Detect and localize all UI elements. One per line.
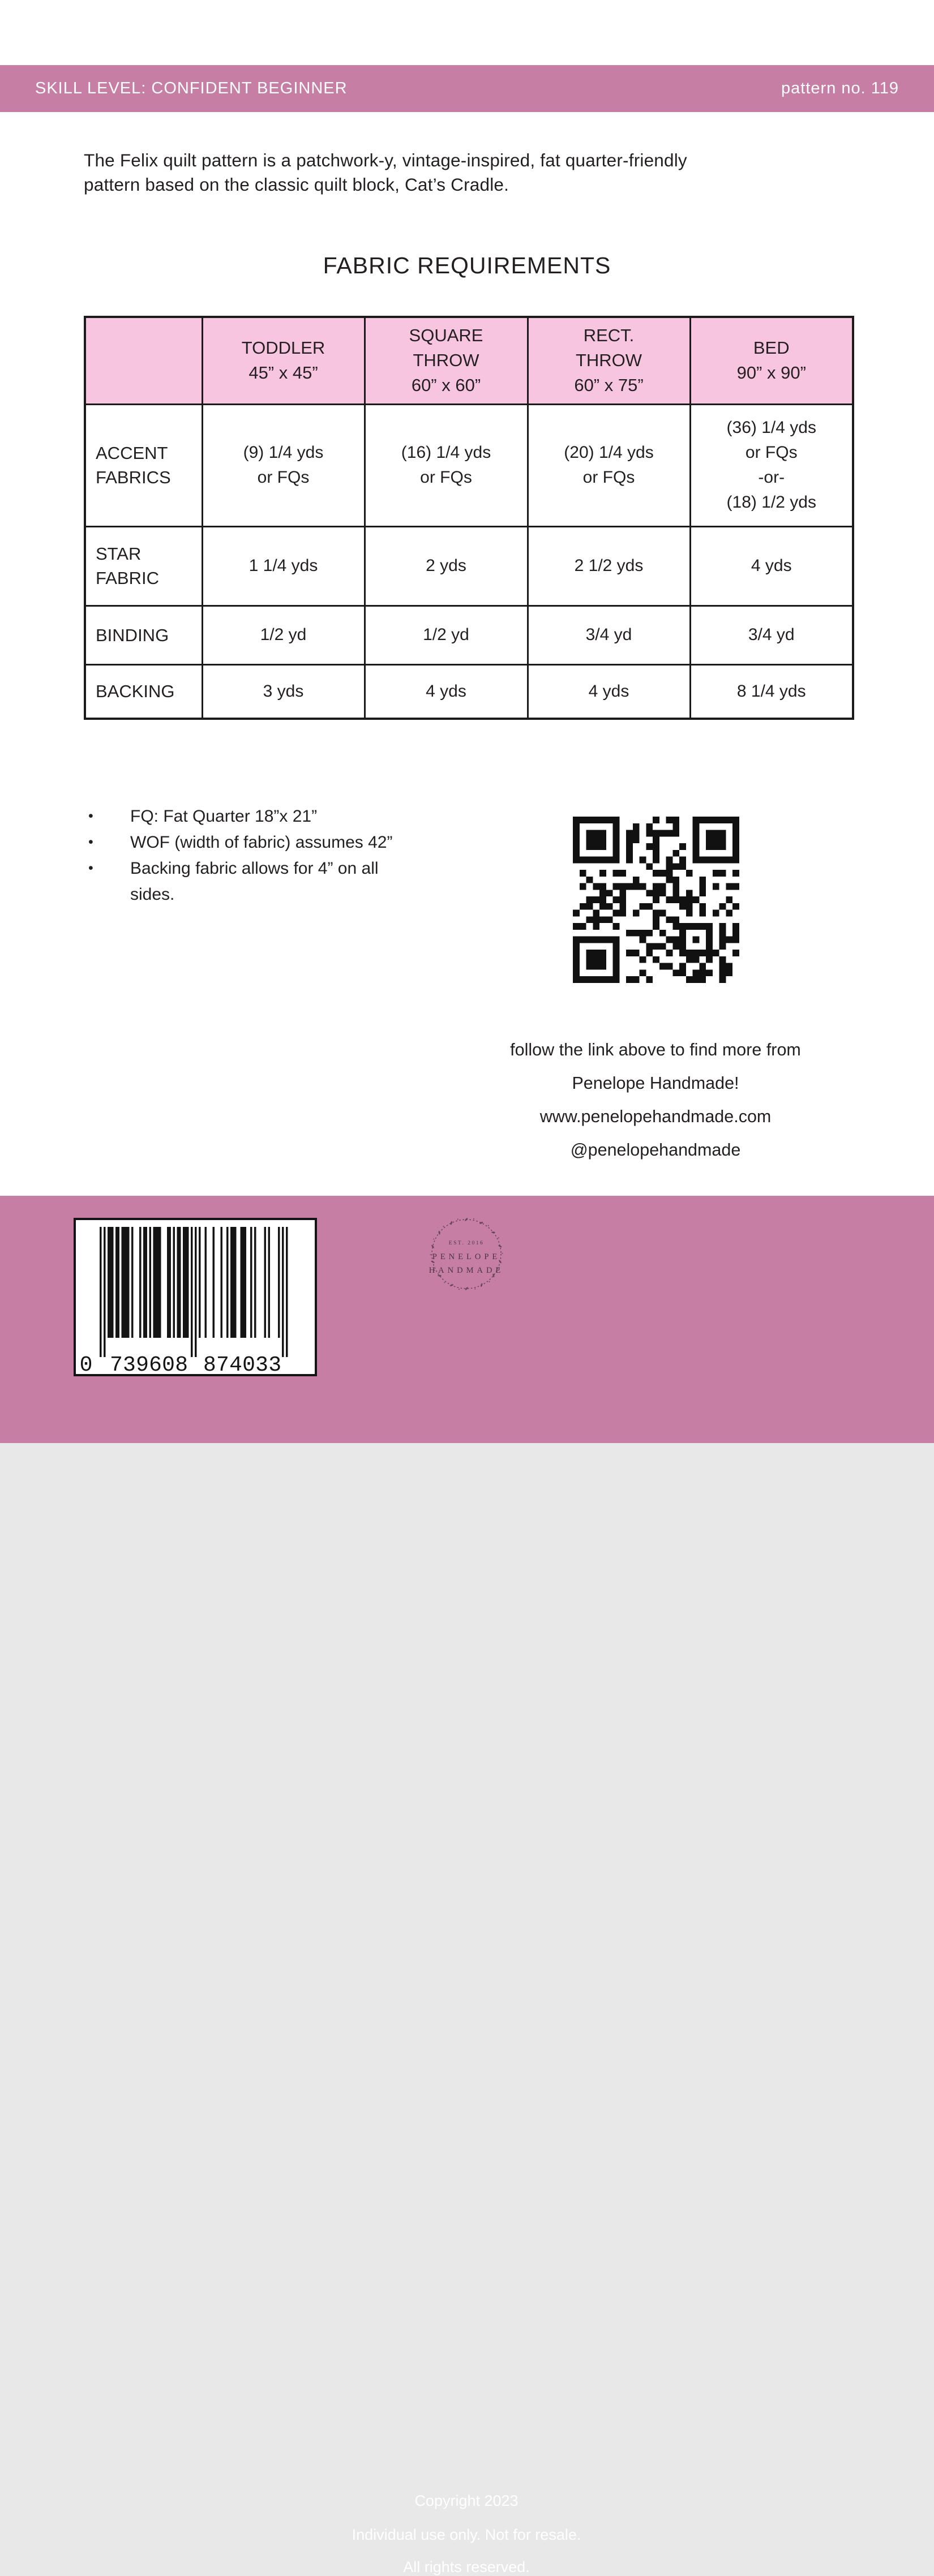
- column-header-line: BED: [753, 338, 790, 358]
- cell-line: 4 yds: [426, 681, 466, 701]
- cell-line: (9) 1/4 yds: [243, 443, 324, 462]
- column-header-line: RECT.: [583, 325, 635, 346]
- row-label-line: BINDING: [96, 625, 169, 645]
- cell-line: 1 1/4 yds: [249, 556, 318, 575]
- cell-line: 3 yds: [263, 681, 304, 701]
- cell-r0-c3: [690, 404, 853, 526]
- cell-r3-c0: [202, 664, 365, 719]
- cell-r1-c2: [528, 526, 690, 606]
- usage-line: Individual use only. Not for resale.: [352, 2526, 581, 2543]
- cell-line: or FQs: [420, 468, 472, 487]
- column-header-line: 45” x 45”: [249, 363, 318, 383]
- cell-line: (18) 1/2 yds: [726, 493, 816, 512]
- note-line: Backing fabric allows for 4” on all: [130, 859, 379, 878]
- cell-line: 2 yds: [426, 556, 466, 575]
- fabric-requirements-table: [84, 316, 854, 720]
- qr-code-image: [573, 817, 739, 983]
- section-title: FABRIC REQUIREMENTS: [323, 252, 611, 278]
- logo-name-line1: PENELOPE: [432, 1252, 501, 1261]
- row-label-0: [85, 404, 202, 526]
- cell-line: 8 1/4 yds: [736, 681, 806, 701]
- cell-line: or FQs: [745, 443, 798, 462]
- cell-r3-c2: [528, 664, 690, 719]
- bullet-icon: •: [88, 808, 93, 824]
- barcode-digits-group2: 874033: [203, 1353, 281, 1377]
- column-header-3: [690, 317, 853, 404]
- note-line: WOF (width of fabric) assumes 42”: [130, 833, 393, 852]
- social-handle: @penelopehandmade: [570, 1140, 741, 1160]
- intro-paragraph: [84, 148, 687, 197]
- row-label-3: [85, 664, 202, 719]
- logo-name-line2: HANDMADE: [429, 1266, 504, 1275]
- cell-r1-c0: [202, 526, 365, 606]
- bullet-icon: •: [88, 834, 93, 850]
- cell-line: 3/4 yd: [585, 625, 632, 644]
- cell-line: -or-: [758, 468, 785, 487]
- cell-r3-c3: [690, 664, 853, 719]
- column-header-line: 60” x 75”: [574, 375, 644, 396]
- row-label-line: FABRIC: [96, 568, 159, 588]
- cell-r0-c1: [365, 404, 528, 526]
- notes-list: [84, 804, 392, 908]
- website-url: www.penelopehandmade.com: [539, 1107, 772, 1126]
- wreath-logo-image: [418, 1206, 515, 1302]
- brand-logo: [418, 1206, 515, 1302]
- column-header-line: TODDLER: [241, 338, 325, 358]
- cell-r3-c1: [365, 664, 528, 719]
- logo-est-label: EST. 2016: [448, 1240, 485, 1246]
- cell-line: 2 1/2 yds: [574, 556, 644, 575]
- qr-code: [573, 817, 739, 983]
- bullet-icon: •: [88, 860, 93, 876]
- cell-line: 3/4 yd: [748, 625, 795, 644]
- header-banner: [0, 65, 934, 112]
- note-line: sides.: [130, 885, 175, 904]
- cell-line: 1/2 yd: [260, 625, 307, 644]
- table-row: [85, 526, 853, 606]
- row-label-1: [85, 526, 202, 606]
- cell-line: 4 yds: [751, 556, 792, 575]
- promo-text-block: [440, 1033, 871, 1167]
- cell-line: (20) 1/4 yds: [564, 443, 654, 462]
- cell-r1-c1: [365, 526, 528, 606]
- cell-line: (36) 1/4 yds: [726, 418, 816, 437]
- rights-line: All rights reserved.: [403, 2558, 530, 2575]
- table-row: [85, 404, 853, 526]
- cell-r2-c3: [690, 606, 853, 664]
- cell-r1-c3: [690, 526, 853, 606]
- barcode-digits-group1: 739608: [110, 1353, 188, 1377]
- column-header-line: 60” x 60”: [411, 375, 481, 396]
- barcode-image: [76, 1220, 315, 1377]
- table-row: [85, 664, 853, 719]
- table-corner-cell: [85, 317, 202, 404]
- column-header-line: 90” x 90”: [736, 363, 806, 383]
- column-header-2: [528, 317, 690, 404]
- footer-banner: [0, 1196, 934, 2575]
- note-line: FQ: Fat Quarter 18”x 21”: [130, 807, 318, 826]
- column-header-line: THROW: [575, 350, 642, 371]
- column-header-0: [202, 317, 365, 404]
- list-item: [84, 856, 392, 908]
- intro-line: pattern based on the classic quilt block, Cat’s Cradle.: [84, 174, 509, 195]
- column-header-line: THROW: [413, 350, 479, 371]
- cell-line: 1/2 yd: [423, 625, 469, 644]
- barcode: [74, 1218, 317, 1376]
- row-label-line: BACKING: [96, 681, 175, 702]
- column-header-line: SQUARE: [409, 325, 483, 346]
- cell-line: 4 yds: [588, 681, 629, 701]
- cell-r0-c2: [528, 404, 690, 526]
- row-label-line: FABRICS: [96, 467, 171, 487]
- table-row: [85, 606, 853, 664]
- copyright-line: Copyright 2023: [414, 2492, 519, 2509]
- column-header-1: [365, 317, 528, 404]
- skill-level-label: SKILL LEVEL: CONFIDENT BEGINNER: [35, 79, 348, 97]
- cell-r2-c1: [365, 606, 528, 664]
- list-item: [84, 830, 392, 856]
- intro-line: The Felix quilt pattern is a patchwork-y, vintage-inspired, fat quarter-friendly: [84, 150, 687, 170]
- brand-name-line: Penelope Handmade!: [572, 1074, 739, 1093]
- cell-r0-c0: [202, 404, 365, 526]
- promo-line: follow the link above to find more from: [510, 1040, 801, 1059]
- barcode-lead-digit: 0: [79, 1353, 93, 1377]
- cell-line: or FQs: [582, 468, 635, 487]
- cell-r2-c2: [528, 606, 690, 664]
- cell-line: or FQs: [257, 468, 310, 487]
- row-label-line: ACCENT: [96, 443, 168, 463]
- cell-line: (16) 1/4 yds: [401, 443, 491, 462]
- pattern-number-label: pattern no. 119: [781, 79, 899, 97]
- row-label-2: [85, 606, 202, 664]
- cell-r2-c0: [202, 606, 365, 664]
- list-item: [84, 804, 392, 830]
- row-label-line: STAR: [96, 544, 142, 564]
